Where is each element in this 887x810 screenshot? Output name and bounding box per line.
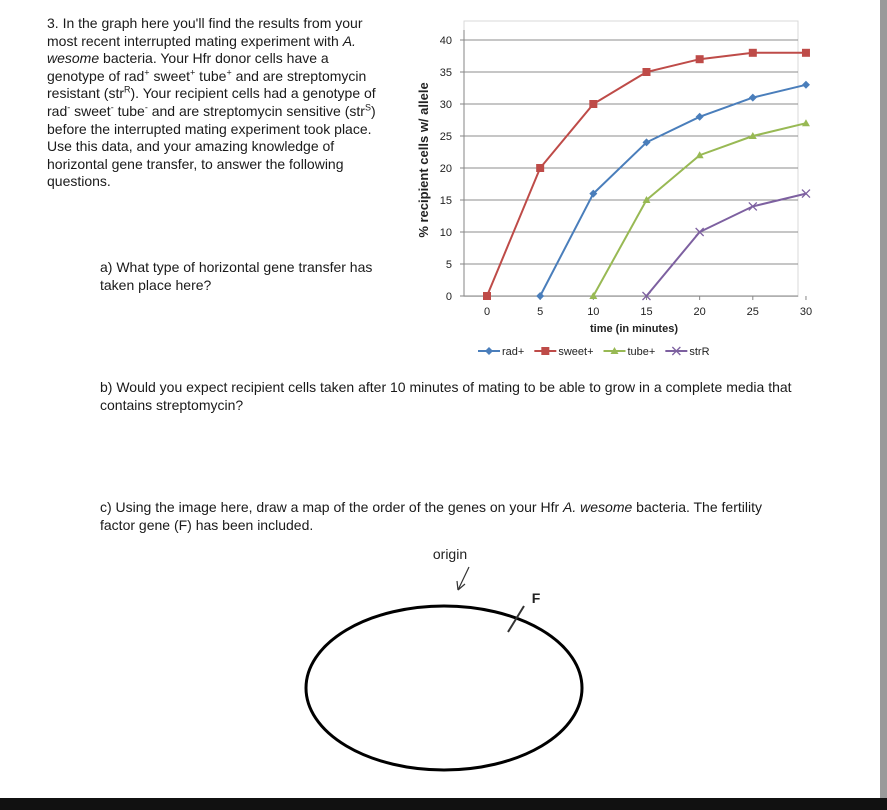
data-point bbox=[802, 119, 810, 126]
question-3-text: 3. In the graph here you'll find the results from your most recent interrupted mating experiment with A. wesome bacteria. Your Hfr donor cells have a genotype of rad+ sweet+ tube+ and are streptomycin resistant (str$^R$). Your recipient cells had a genotype of rad- sweet- tube- and are streptomycin sensitive (str$^S$) before the interrupted mating experiment took place. Use this data, and your amazing knowledge of horizontal gene transfer, to answer the following questions. bbox=[47, 15, 376, 190]
series-line bbox=[487, 53, 806, 296]
data-point bbox=[642, 68, 650, 76]
series-line bbox=[593, 123, 806, 296]
line-chart bbox=[400, 20, 813, 370]
question-b: b) Would you expect recipient cells taken after 10 minutes of mating to be able to grow in a complete media that contains streptomycin? bbox=[100, 379, 792, 413]
data-point bbox=[749, 94, 757, 102]
legend-item bbox=[534, 346, 593, 358]
x-tick-label: 30 bbox=[799, 306, 813, 318]
y-tick-label: 35 bbox=[439, 67, 452, 79]
legend-item bbox=[665, 346, 709, 358]
scrollbar-edge bbox=[880, 0, 887, 798]
series-tube bbox=[589, 119, 810, 299]
data-point bbox=[536, 164, 544, 172]
legend-label: tube+ bbox=[627, 346, 656, 358]
plasmid-map bbox=[290, 540, 610, 780]
data-point bbox=[749, 49, 757, 57]
legend-label: sweet+ bbox=[558, 346, 594, 358]
legend-marker bbox=[485, 347, 493, 355]
y-tick-label: 0 bbox=[445, 291, 452, 303]
origin-label: origin bbox=[432, 546, 468, 562]
legend-label: strR bbox=[689, 346, 710, 358]
legend-marker bbox=[541, 347, 549, 355]
y-tick-label: 5 bbox=[445, 259, 452, 271]
x-tick-label: 0 bbox=[483, 306, 491, 318]
x-tick-label: 5 bbox=[537, 306, 544, 318]
data-point bbox=[802, 49, 810, 57]
x-axis-label: time (in minutes) bbox=[589, 323, 679, 335]
x-tick-label: 15 bbox=[640, 306, 653, 318]
series-line bbox=[646, 194, 805, 296]
legend-item bbox=[478, 346, 524, 358]
question-a: a) What type of horizontal gene transfer has taken place here? bbox=[100, 259, 373, 293]
origin-arrow bbox=[457, 567, 469, 590]
data-point bbox=[802, 81, 810, 89]
data-point bbox=[589, 100, 597, 108]
series-sweet bbox=[483, 49, 810, 300]
legend-label: rad+ bbox=[502, 346, 525, 358]
y-tick-label: 20 bbox=[439, 163, 452, 175]
y-tick-label: 40 bbox=[439, 35, 452, 47]
chromosome-ring bbox=[306, 606, 582, 770]
data-point bbox=[696, 55, 704, 63]
data-point bbox=[483, 292, 491, 300]
bottom-bar bbox=[0, 798, 887, 810]
legend bbox=[478, 346, 710, 358]
y-tick-label: 10 bbox=[439, 227, 452, 239]
y-tick-label: 25 bbox=[439, 131, 452, 143]
legend-item bbox=[604, 346, 656, 358]
x-tick-label: 25 bbox=[746, 306, 759, 318]
data-point bbox=[536, 292, 544, 300]
plot-frame bbox=[464, 21, 798, 297]
series-rad bbox=[536, 81, 810, 300]
series-strr bbox=[642, 190, 809, 300]
data-point bbox=[696, 113, 704, 121]
y-axis-label: % recipient cells w/ allele bbox=[416, 82, 431, 238]
x-tick-label: 20 bbox=[693, 306, 706, 318]
y-tick-label: 15 bbox=[439, 195, 452, 207]
f-gene-label: F bbox=[531, 590, 541, 606]
y-tick-label: 30 bbox=[439, 99, 452, 111]
question-c: c) Using the image here, draw a map of the order of the genes on your Hfr A. wesome bacteria. The fertility factor gene (F) has been included. bbox=[100, 499, 762, 533]
x-tick-label: 10 bbox=[587, 306, 600, 318]
